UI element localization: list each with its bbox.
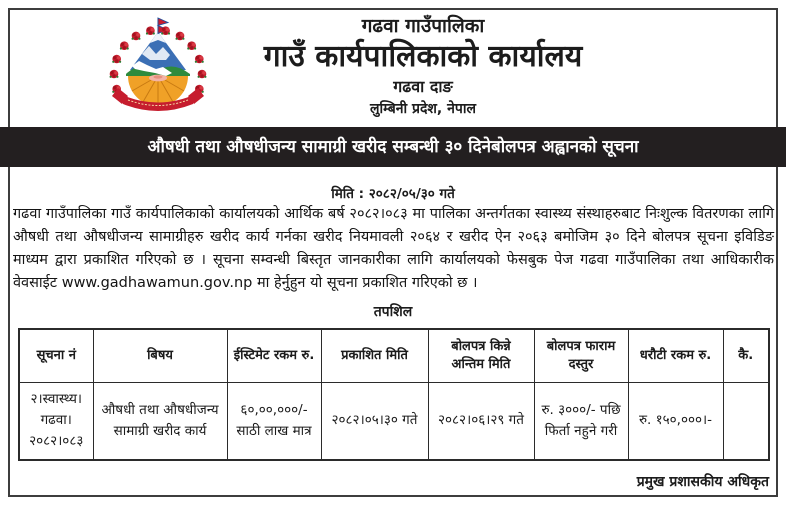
signature-title: प्रमुख प्रशासकीय अधिकृत xyxy=(636,474,769,490)
table-row xyxy=(19,382,769,460)
table-header-cell: बिषय xyxy=(93,329,227,382)
municipality-name: गढवा गाउँपालिका xyxy=(361,15,485,37)
table-header-cell: सूचना नं xyxy=(19,329,93,382)
notice-table-container xyxy=(18,328,770,461)
table-header-cell: प्रकाशित मिति xyxy=(321,329,428,382)
district-name: गढवा दाङ xyxy=(393,77,453,97)
table-cell: ६०,००,०००/- साठी लाख मात्र xyxy=(227,382,321,460)
table-cell: २०८२।०६।२९ गते xyxy=(428,382,534,460)
letterhead xyxy=(120,16,726,117)
table-header-row xyxy=(19,329,769,382)
table-cell: रु. ३०००/- पछि फिर्ता नहुने गरी xyxy=(534,382,628,460)
notice-body: गढवा गाउँपालिका गाउँ कार्यपालिकाको कार्यालयको आर्थिक बर्ष २०८२।०८३ मा पालिका अन्तर्गतका स्वास्थ्य संस्थाहरुबाट निःशुल्क वितरणका लागि औषधी तथा औषधीजन्य सामाग्रीहरु खरीद कार्य गर्नका खरीद नियमावली २०६४ र खरीद ऐन २०६३ बमोजिम ३० दिने बोलपत्र सूचना इविडिङ माध्यम द्वारा प्रकाशित गरिएको छ । सूचना सम्वन्धी बिस्तृत जानकारीका लागि कार्यालयको फेसबुक पेज गढवा गाउँपालिका तथा आधिकारीक वेवसाईट www.gadhawamun.gov.np मा हेर्नुहुन यो सूचना प्रकाशित गरिएको छ । xyxy=(13,206,774,291)
table-cell: २०८२।०५।३० गते xyxy=(321,382,428,460)
office-name: गाउँ कार्यपालिकाको कार्यालय xyxy=(263,38,583,74)
table-cell: औषधी तथा औषधीजन्य सामाग्री खरीद कार्य xyxy=(93,382,227,460)
table-header-cell: ईस्टिमेट रकम रु. xyxy=(227,329,321,382)
table-cell xyxy=(723,382,769,460)
table-caption: तपशिल xyxy=(373,304,413,320)
notice-title: औषधी तथा औषधीजन्य सामाग्री खरीद सम्बन्धी ३० दिनेबोलपत्र अह्वानको सूचना xyxy=(147,137,639,157)
table-header-cell: बोलपत्र फाराम दस्तुर xyxy=(534,329,628,382)
table-header-cell: कै. xyxy=(723,329,769,382)
notice-table xyxy=(18,328,770,461)
table-cell: २।स्वास्थ्य। गढवा। २०८२।०८३ xyxy=(19,382,93,460)
notice-date: मिति : २०८२/०५/३० गते xyxy=(331,186,455,202)
table-header-cell: धरौटी रकम रु. xyxy=(628,329,723,382)
table-cell: रु. १५०,०००।- xyxy=(628,382,723,460)
notice-title-banner xyxy=(0,127,786,167)
province-name: लुम्बिनी प्रदेश, नेपाल xyxy=(370,100,476,117)
table-header-cell: बोलपत्र किन्ने अन्तिम मिति xyxy=(428,329,534,382)
